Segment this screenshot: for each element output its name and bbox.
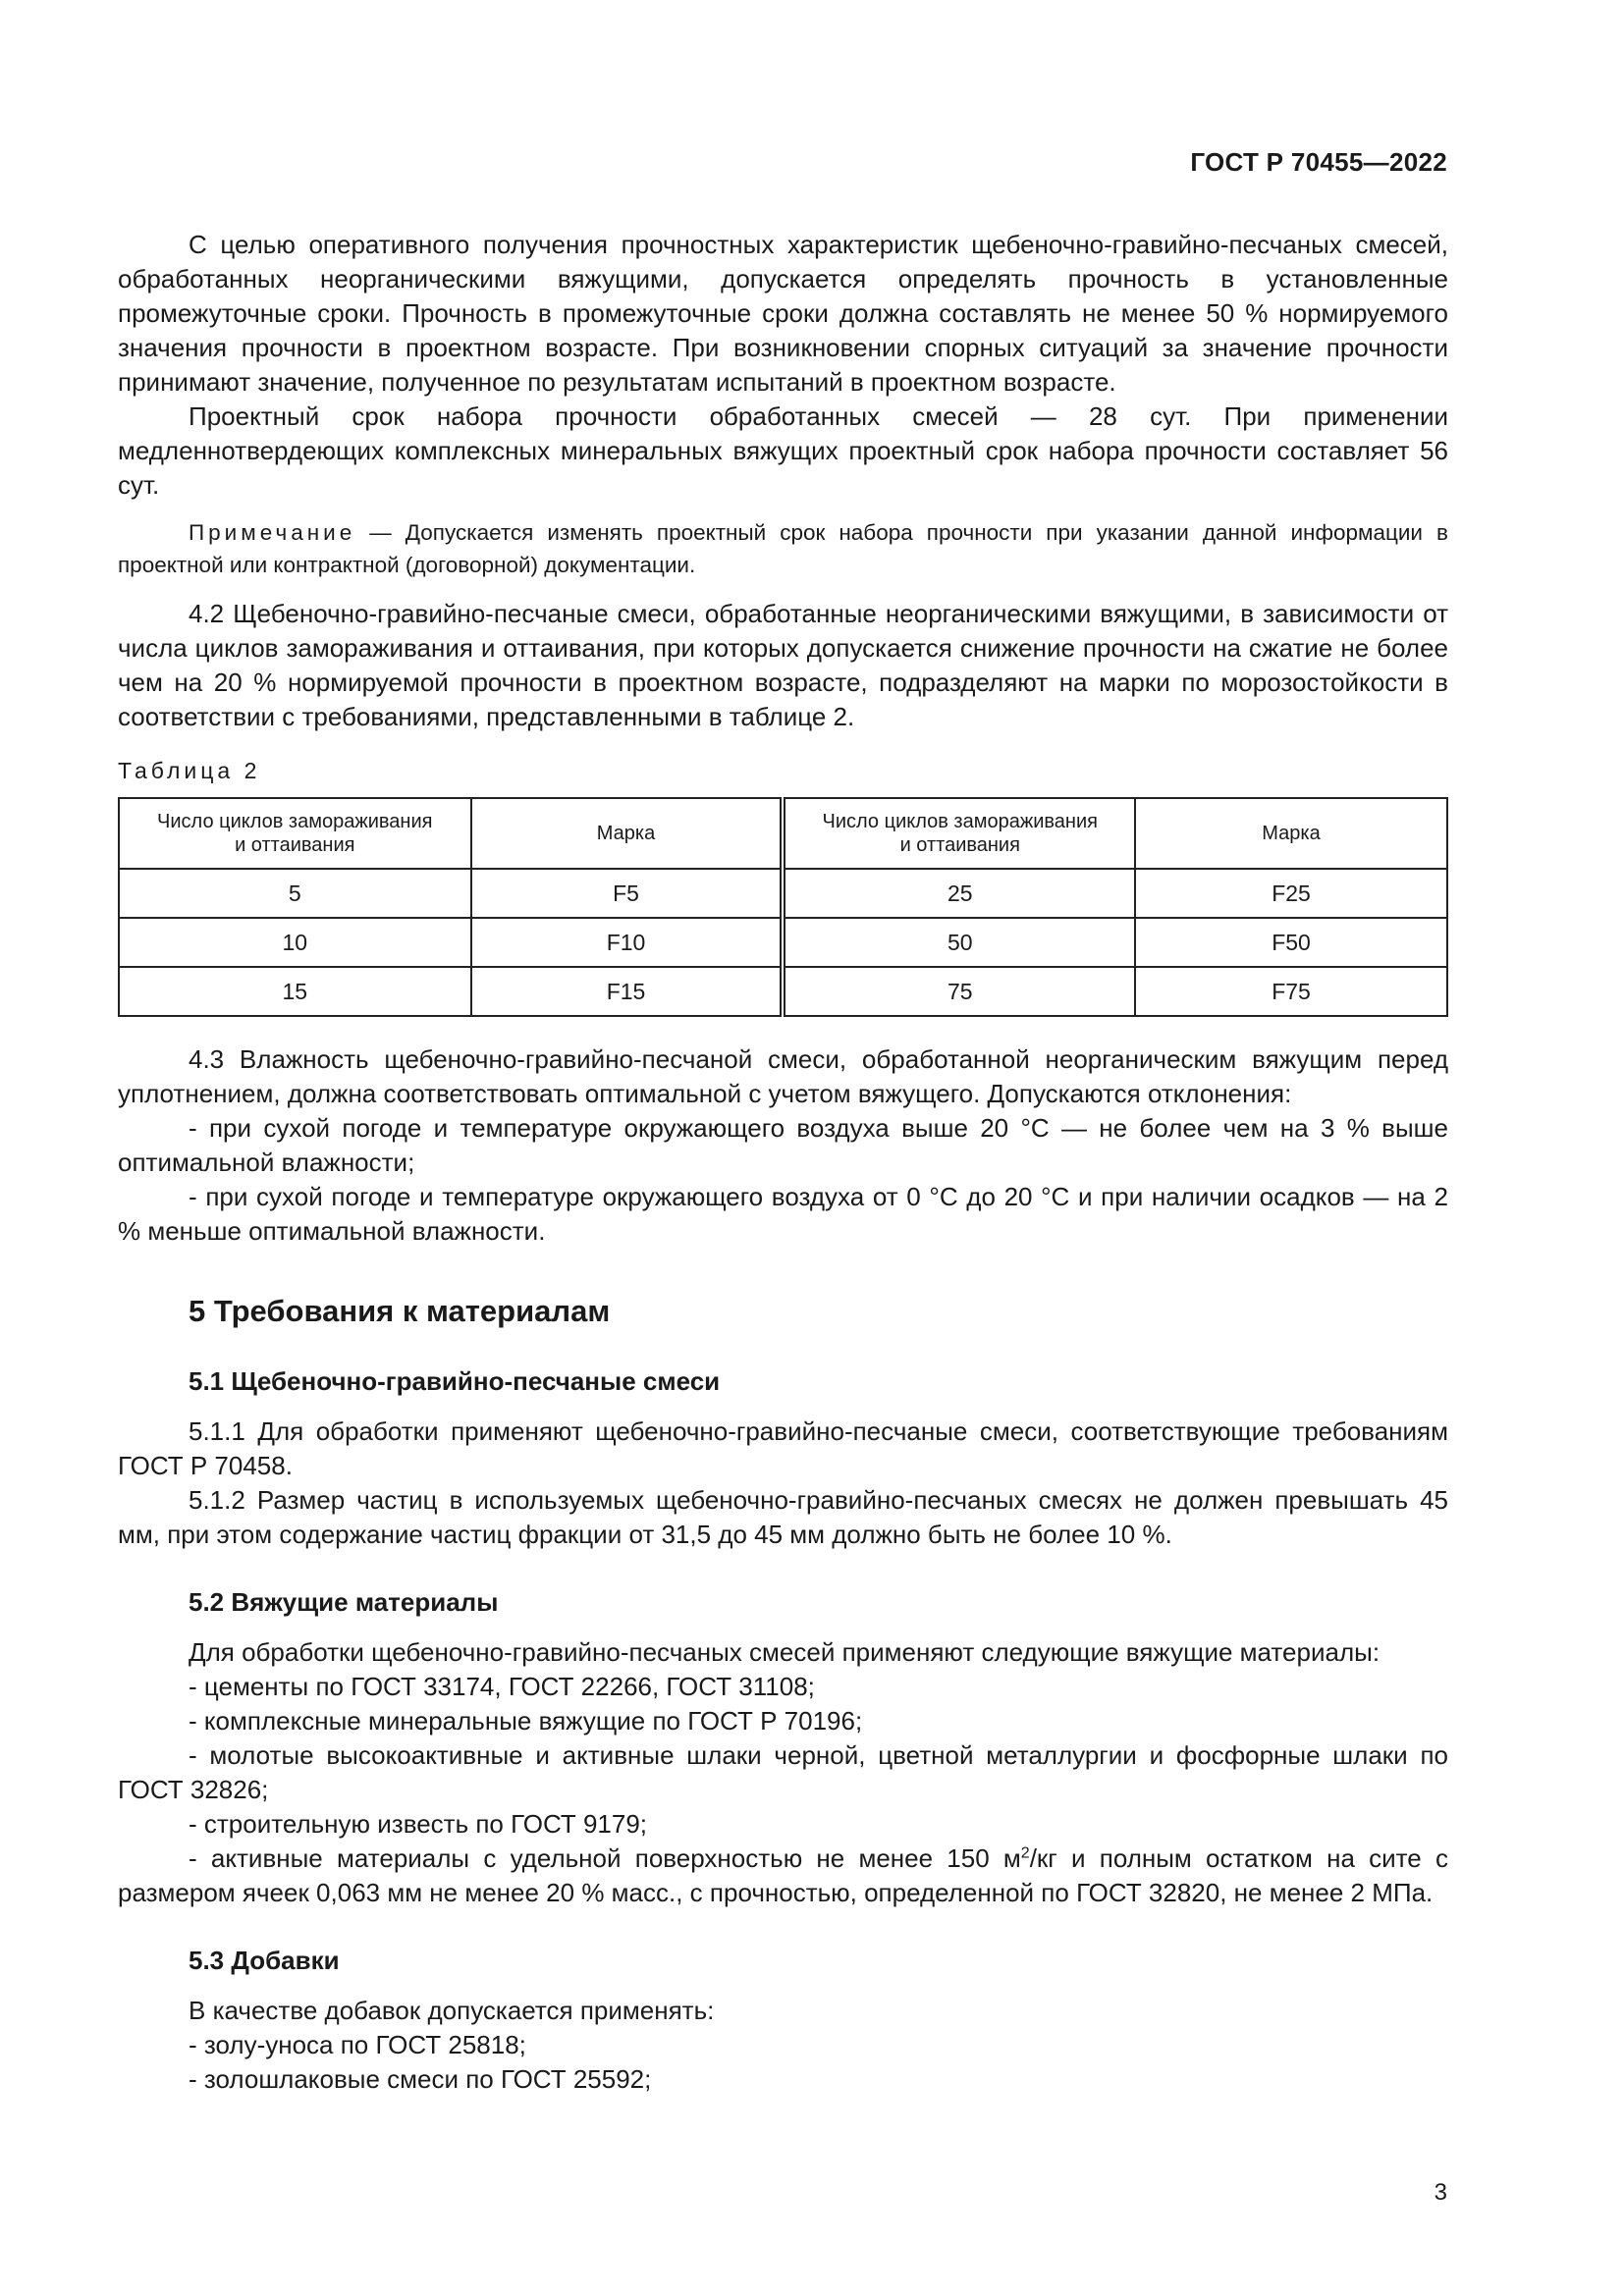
paragraph-5-3: В качестве добавок допускается применять: — [189, 1996, 715, 2025]
paragraph-intermediate-strength: С целью оперативного получения прочностных характеристик щебеночно-гравийно-песчаных смесей, обработанных неорганическими вяжущими, допускается определять прочность в установленные промежуточные сроки. Прочность в промежуточные сроки должна составлять не менее 50 % нормируемого значения прочности в проектном возрасте. При возникновении спорных ситуаций за значение прочности принимают значение, полученное по результатам испытаний в проектном возрасте. — [118, 230, 1448, 397]
list-item-text-part-1: - активные материалы с удельной поверхностью не менее 150 м — [189, 1843, 1021, 1873]
paragraph-design-age: Проектный срок набора прочности обработанных смесей — 28 сут. При применении медленнотвердеющих комплексных минеральных вяжущих проектный срок набора прочности составляет 56 сут. — [118, 401, 1448, 500]
section-5-heading: 5 Требования к материалам — [189, 1294, 611, 1328]
table-cell: F10 — [471, 918, 784, 967]
table-row — [119, 869, 1447, 918]
table-cell: 50 — [783, 918, 1135, 967]
list-item: - золошлаковые смеси по ГОСТ 25592; — [189, 2064, 652, 2094]
list-item: - строительную известь по ГОСТ 9179; — [189, 1809, 648, 1839]
table-row — [119, 967, 1447, 1016]
header-cycles-1: Число циклов замораживания и оттаивания — [119, 798, 471, 869]
header-grade-1: Марка — [471, 798, 784, 869]
list-item-active-materials — [118, 1842, 1448, 1910]
list-item: - цементы по ГОСТ 33174, ГОСТ 22266, ГОСТ 31108; — [189, 1672, 815, 1701]
table-cell: 75 — [783, 967, 1135, 1016]
table-cell: F25 — [1135, 869, 1447, 918]
paragraph-4-2: 4.2 Щебеночно-гравийно-песчаные смеси, обработанные неорганическими вяжущими, в зависимости от числа циклов замораживания и оттаивания, при которых допускается снижение прочности на сжатие не более чем на 20 % нормируемой прочности в проектном возрасте, подразделяют на марки по морозостойкости в соответствии с требованиями, представленными в таблице 2. — [118, 599, 1448, 731]
table-cell: 5 — [119, 869, 471, 918]
list-item: - молотые высокоактивные и активные шлаки черной, цветной металлургии и фосфорные шлаки по ГОСТ 32826; — [118, 1740, 1448, 1804]
list-item: - золу-уноса по ГОСТ 25818; — [189, 2030, 526, 2059]
table-cell: 10 — [119, 918, 471, 967]
note-paragraph — [118, 516, 1448, 581]
section-5-3-heading: 5.3 Добавки — [189, 1946, 340, 1975]
paragraph-4-3: 4.3 Влажность щебеночно-гравийно-песчаной смеси, обработанной неорганическим вяжущим перед уплотнением, должна соответствовать оптимальной с учетом вяжущего. Допускаются отклонения: — [118, 1044, 1448, 1108]
frost-resistance-table — [118, 797, 1448, 1017]
page-number: 3 — [1434, 2179, 1447, 2206]
list-item-text-part-2: /кг и полным остатком на сите с размером ячеек 0,063 мм не менее 20 % масс., с прочностью, определенной по ГОСТ 32820, не менее 2 МПа. — [118, 1843, 1448, 1907]
table-header-row — [119, 798, 1447, 869]
section-5-2-heading: 5.2 Вяжущие материалы — [189, 1587, 499, 1617]
table-cell: F75 — [1135, 967, 1447, 1016]
superscript-2: 2 — [1020, 1844, 1030, 1862]
list-item: - при сухой погоде и температуре окружающего воздуха выше 20 °С — не более чем на 3 % выше оптимальной влажности; — [118, 1113, 1448, 1177]
table-cell: 15 — [119, 967, 471, 1016]
note-label: Примечание — [189, 520, 356, 545]
table-cell: F5 — [471, 869, 784, 918]
header-cycles-2: Число циклов замораживания и оттаивания — [783, 798, 1135, 869]
page-content — [118, 228, 1448, 2097]
header-grade-2: Марка — [1135, 798, 1447, 869]
note-text: — Допускается изменять проектный срок набора прочности при указании данной информации в проектной или контрактной (договорной) документации. — [118, 520, 1448, 577]
section-5-1-heading: 5.1 Щебеночно-гравийно-песчаные смеси — [189, 1366, 721, 1396]
table-caption: Таблица 2 — [118, 758, 261, 783]
list-item: - комплексные минеральные вяжущие по ГОСТ Р 70196; — [189, 1706, 863, 1735]
table-cell: F50 — [1135, 918, 1447, 967]
document-id-header: ГОСТ Р 70455—2022 — [1190, 147, 1447, 177]
paragraph-5-1-1: 5.1.1 Для обработки применяют щебеночно-гравийно-песчаные смеси, соответствующие требованиям ГОСТ Р 70458. — [118, 1416, 1448, 1480]
table-row — [119, 918, 1447, 967]
paragraph-5-2: Для обработки щебеночно-гравийно-песчаных смесей применяют следующие вяжущие материалы: — [189, 1637, 1380, 1667]
table-cell: 25 — [783, 869, 1135, 918]
paragraph-5-1-2: 5.1.2 Размер частиц в используемых щебеночно-гравийно-песчаных смесях не должен превышать 45 мм, при этом содержание частиц фракции от 31,5 до 45 мм должно быть не более 10 %. — [118, 1485, 1448, 1549]
table-cell: F15 — [471, 967, 784, 1016]
list-item: - при сухой погоде и температуре окружающего воздуха от 0 °С до 20 °С и при наличии осадков — на 2 % меньше оптимальной влажности. — [118, 1182, 1448, 1246]
